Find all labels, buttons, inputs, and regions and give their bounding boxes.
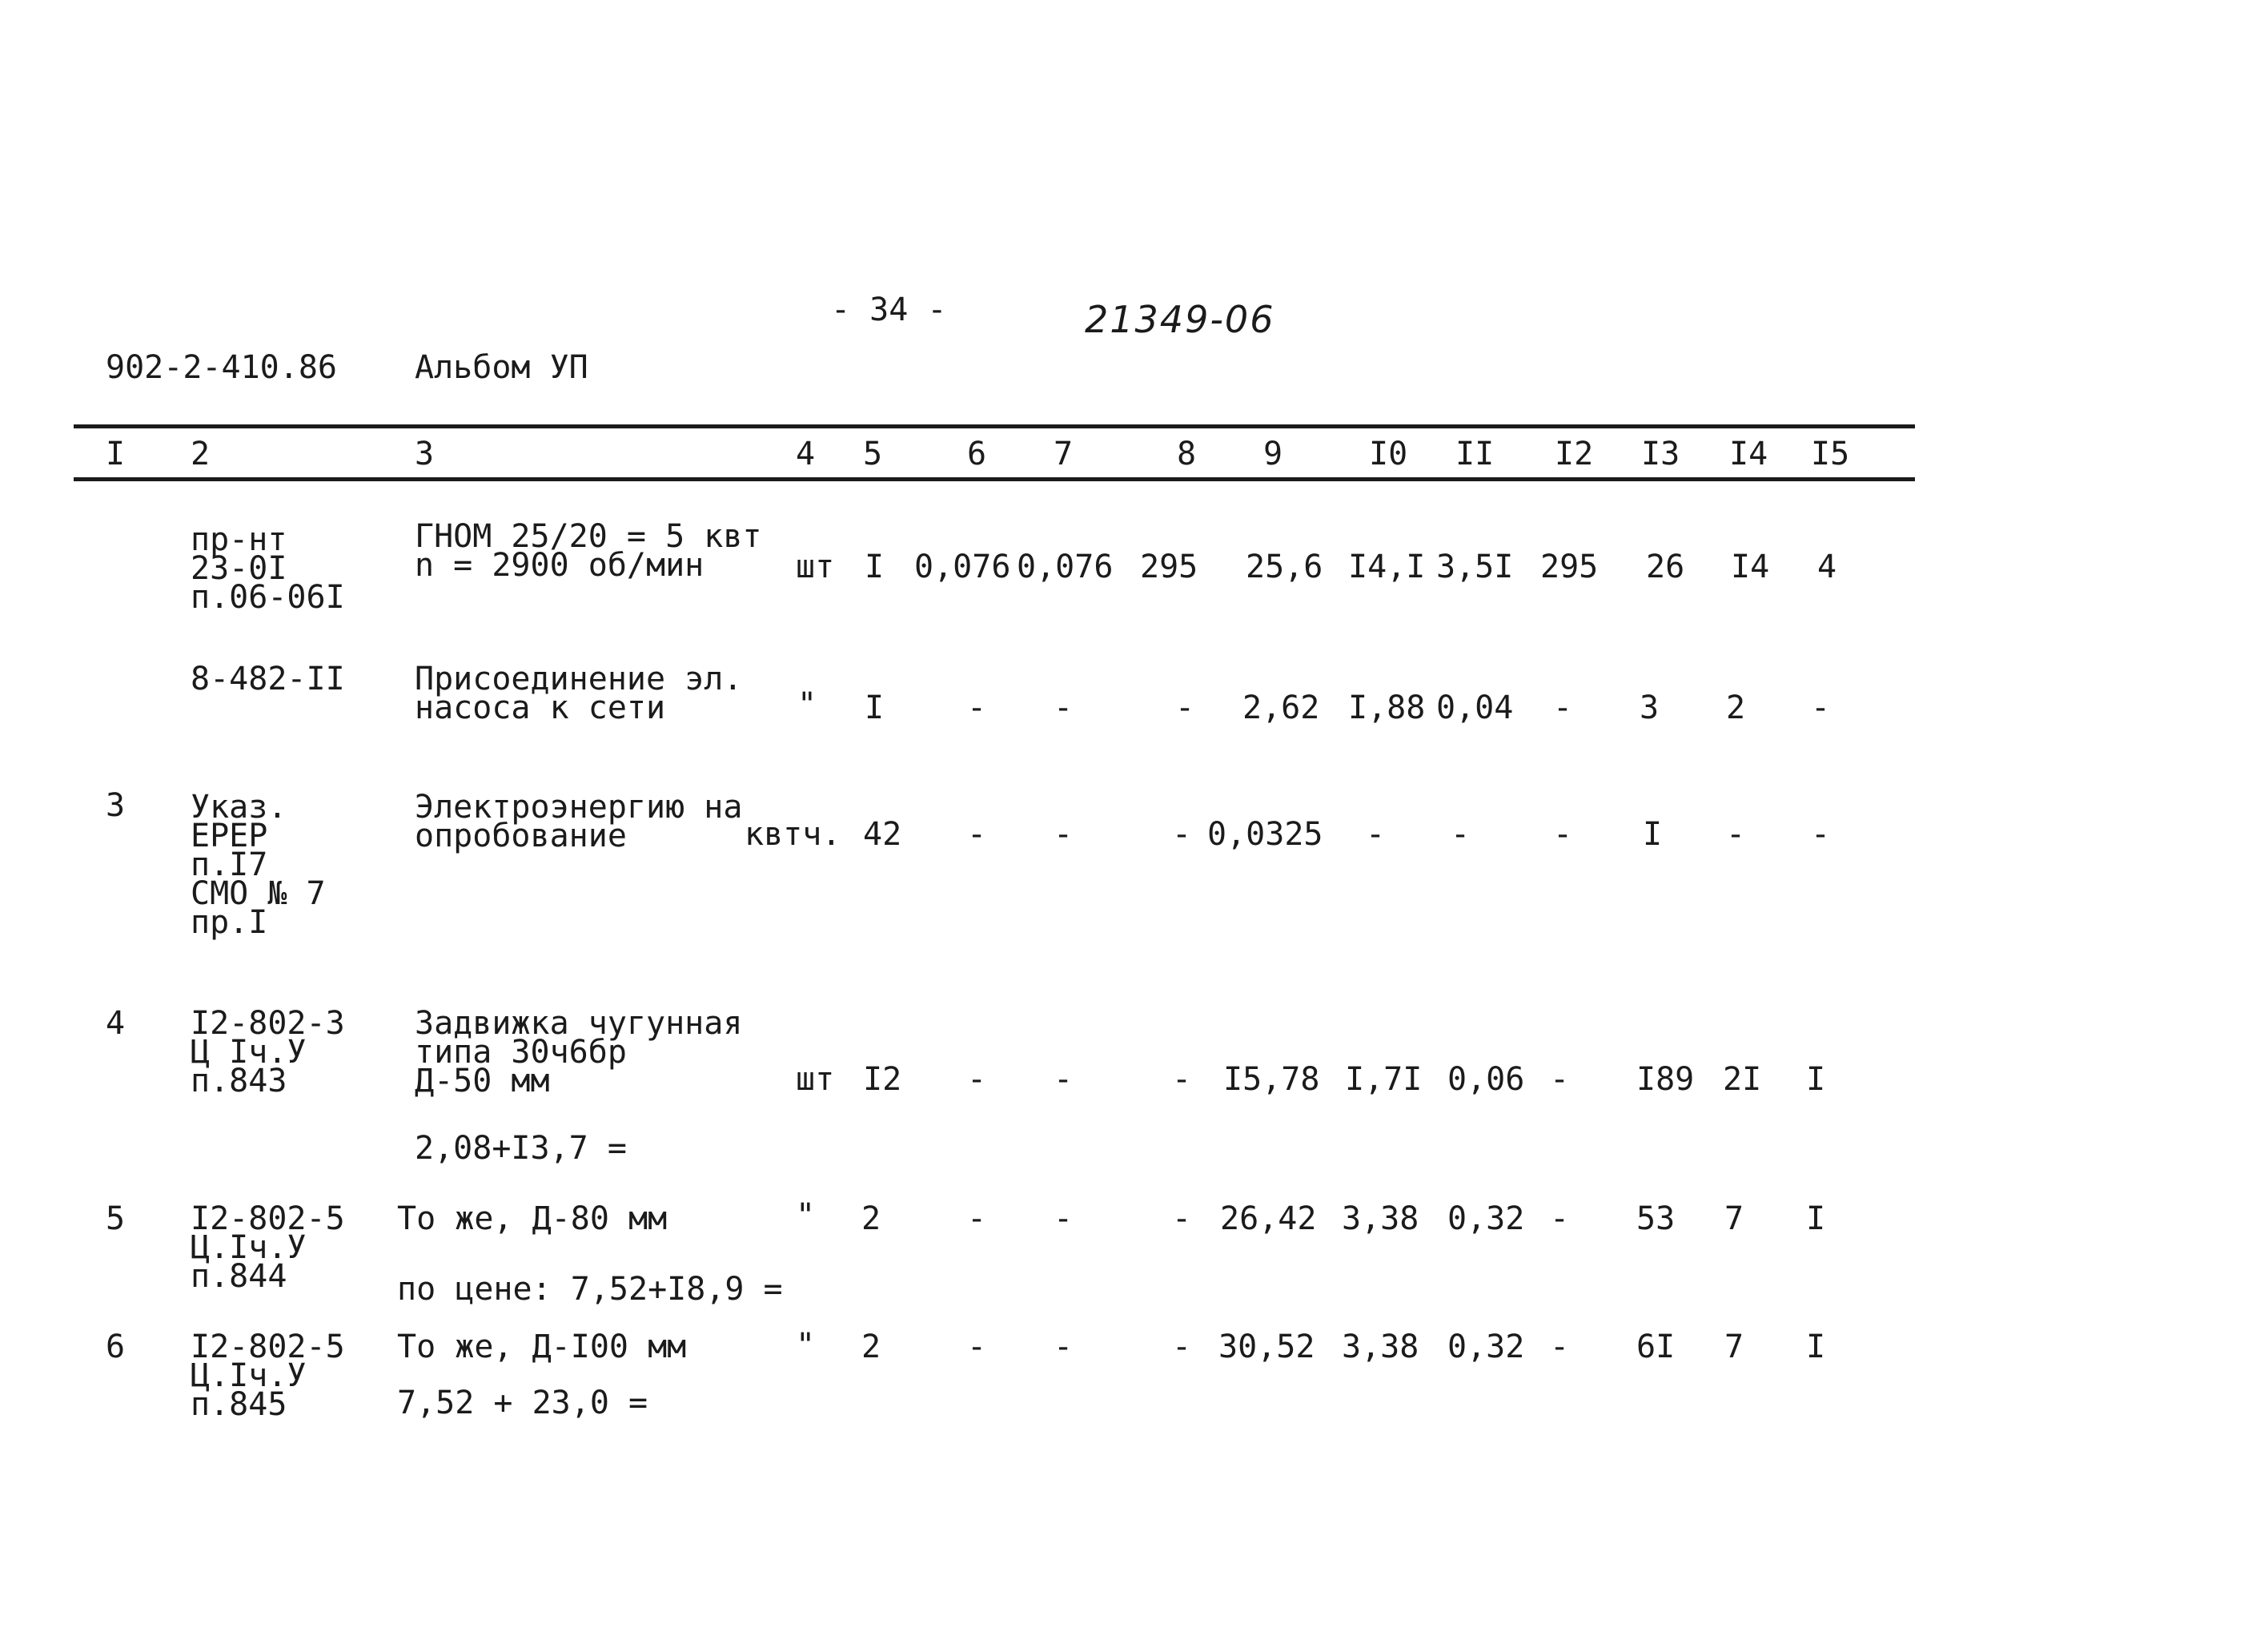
album-title: Альбом УП [415, 349, 588, 386]
cell-quantity: I2 [863, 1061, 902, 1098]
cell-col12: - [1550, 1061, 1570, 1098]
column-header: 2 [191, 436, 211, 472]
cell-col14: 2 [1726, 689, 1746, 726]
document-code: 902-2-410.86 [106, 349, 337, 386]
cell-col15: I [1806, 1328, 1826, 1365]
price-calculation: 7,52 + 23,0 = [397, 1385, 648, 1421]
column-header: I5 [1811, 436, 1850, 472]
cell-col7: 0,076 [1017, 549, 1114, 585]
cell-norm-reference: пр-нт 23-0I п.06-06I [191, 521, 345, 616]
cell-col13: 3 [1640, 689, 1660, 726]
column-header: II [1455, 436, 1495, 472]
cell-quantity: 2 [861, 1328, 881, 1365]
cell-col8: - [1175, 689, 1195, 726]
cell-unit: " [797, 686, 817, 723]
cell-col8: 295 [1140, 549, 1198, 585]
cell-col15: 4 [1817, 549, 1837, 585]
table-top-rule [74, 424, 1915, 428]
cell-item-number: 5 [106, 1200, 126, 1237]
cell-description: Электроэнергию на опробование [415, 789, 743, 854]
cell-col8: - [1172, 1328, 1192, 1365]
cell-norm-reference: I2-802-5 Ц.Iч.У п.844 [191, 1200, 345, 1295]
cell-quantity: I [865, 689, 885, 726]
cell-col13: 53 [1636, 1200, 1676, 1237]
cell-col10: I,88 [1348, 689, 1426, 726]
cell-quantity: I [865, 549, 885, 585]
price-calculation: по цене: 7,52+I8,9 = [397, 1271, 783, 1308]
cell-col7: - [1054, 1328, 1074, 1365]
cell-norm-reference: 8-482-II [191, 661, 345, 697]
cell-unit: " [796, 1327, 816, 1364]
cell-col6: - [967, 1061, 987, 1098]
cell-col11: 3,5I [1436, 549, 1514, 585]
column-header: I3 [1641, 436, 1680, 472]
cell-col11: 0,32 [1447, 1328, 1525, 1365]
cell-col6: - [967, 689, 987, 726]
cell-description: Присоединение эл. насоса к сети [415, 661, 743, 726]
cell-col8: - [1172, 1061, 1192, 1098]
cell-col8: - [1172, 816, 1192, 853]
cell-col7: - [1054, 689, 1074, 726]
cell-col6: - [967, 1328, 987, 1365]
cell-col7: - [1054, 816, 1074, 853]
cell-col10: 3,38 [1342, 1328, 1419, 1365]
cell-col9: 25,6 [1246, 549, 1323, 585]
column-header: 6 [967, 436, 987, 472]
cell-col15: - [1811, 689, 1831, 726]
cell-description: То же, Д-I00 мм [397, 1328, 687, 1365]
cell-col14: 2I [1723, 1061, 1762, 1098]
column-header: 5 [863, 436, 883, 472]
cell-description: ГНОМ 25/20 = 5 квт n = 2900 об/мин [415, 518, 762, 584]
column-header: 7 [1054, 436, 1074, 472]
cell-col11: - [1451, 816, 1471, 853]
handwritten-code: 21349-06 [1085, 298, 1275, 341]
cell-col13: 26 [1646, 549, 1685, 585]
cell-col13: I [1643, 816, 1663, 853]
cell-col15: I [1806, 1061, 1826, 1098]
cell-col9: 26,42 [1220, 1200, 1317, 1237]
cell-col9: 30,52 [1218, 1328, 1315, 1365]
column-header: 3 [415, 436, 435, 472]
cell-col12: - [1553, 816, 1573, 853]
cell-col6: - [967, 1200, 987, 1237]
column-header: I0 [1369, 436, 1408, 472]
cell-col12: - [1550, 1200, 1570, 1237]
cell-col11: 0,32 [1447, 1200, 1525, 1237]
cell-col9: 0,0325 [1207, 816, 1323, 853]
cell-col7: - [1054, 1061, 1074, 1098]
cell-col7: - [1054, 1200, 1074, 1237]
column-header: I2 [1555, 436, 1594, 472]
cell-col8: - [1172, 1200, 1192, 1237]
cell-col15: - [1811, 816, 1831, 853]
column-header: 8 [1177, 436, 1197, 472]
cell-col13: 6I [1636, 1328, 1676, 1365]
cell-col12: - [1550, 1328, 1570, 1365]
cell-col12: - [1553, 689, 1573, 726]
cell-col14: - [1726, 816, 1746, 853]
cell-col9: I5,78 [1223, 1061, 1320, 1098]
cell-col14: 7 [1724, 1200, 1744, 1237]
cell-unit: шт [796, 1061, 835, 1098]
column-header: I [106, 436, 126, 472]
cell-unit: квтч. [745, 816, 841, 853]
cell-item-number: 3 [106, 787, 126, 824]
cell-col11: 0,04 [1436, 689, 1514, 726]
cell-col13: I89 [1636, 1061, 1695, 1098]
page-number: - 34 - [831, 291, 947, 328]
cell-col9: 2,62 [1242, 689, 1320, 726]
cell-col14: I4 [1731, 549, 1770, 585]
cell-col10: I4,I [1348, 549, 1426, 585]
cell-unit: " [796, 1197, 816, 1234]
column-header: 4 [796, 436, 816, 472]
cell-quantity: 2 [861, 1200, 881, 1237]
cell-col10: I,7I [1345, 1061, 1423, 1098]
cell-col11: 0,06 [1447, 1061, 1525, 1098]
cell-norm-reference: I2-802-5 Ц.Iч.У п.845 [191, 1328, 345, 1423]
cell-description: Задвижка чугунная типа 30ч6бр Д-50 мм [415, 1005, 743, 1099]
cell-col12: 295 [1540, 549, 1599, 585]
cell-norm-reference: Указ. ЕРЕР п.I7 СМО № 7 пр.I [191, 789, 326, 941]
cell-unit: шт [796, 549, 835, 585]
cell-norm-reference: I2-802-3 Ц Iч.У п.843 [191, 1005, 345, 1099]
column-header: 9 [1263, 436, 1283, 472]
cell-quantity: 42 [863, 816, 902, 853]
cell-col6: 0,076 [914, 549, 1011, 585]
price-calculation: 2,08+I3,7 = [415, 1130, 627, 1167]
cell-col6: - [967, 816, 987, 853]
cell-item-number: 4 [106, 1005, 126, 1042]
cell-description: То же, Д-80 мм [397, 1200, 668, 1237]
cell-item-number: 6 [106, 1328, 126, 1365]
cell-col15: I [1806, 1200, 1826, 1237]
cell-col14: 7 [1724, 1328, 1744, 1365]
cell-col10: 3,38 [1342, 1200, 1419, 1237]
cell-col10: - [1366, 816, 1386, 853]
column-header: I4 [1729, 436, 1768, 472]
table-header-rule [74, 477, 1915, 481]
